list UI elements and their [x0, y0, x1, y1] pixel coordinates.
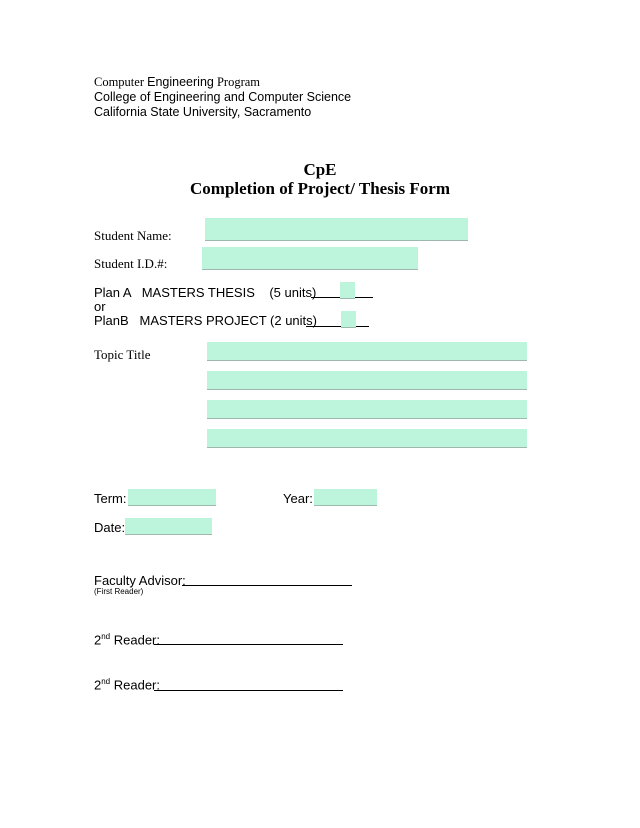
- date-label: Date:: [94, 520, 126, 535]
- year-label: Year:: [283, 491, 313, 506]
- topic-title-field-3[interactable]: [207, 400, 527, 419]
- program-line: [94, 75, 260, 90]
- topic-title-field-4[interactable]: [207, 429, 527, 448]
- topic-title-field-1[interactable]: [207, 342, 527, 361]
- student-name-label: Student Name:: [94, 228, 172, 243]
- second-reader-line-2[interactable]: [154, 690, 343, 691]
- student-name-field[interactable]: [205, 218, 468, 241]
- university-line: California State University, Sacramento: [94, 105, 312, 119]
- topic-title-field-2[interactable]: [207, 371, 527, 390]
- page-title: Completion of Project/ Thesis Form: [190, 179, 450, 198]
- reader-sup: nd: [101, 677, 111, 686]
- plan-a-label: Plan A MASTERS THESIS (5 units): [94, 285, 317, 300]
- plan-a-checkbox[interactable]: [340, 282, 355, 299]
- plan-b-line: [306, 326, 369, 327]
- term-field[interactable]: [128, 489, 216, 506]
- page-title-short: CpE: [303, 160, 337, 179]
- second-reader-label-1: [94, 632, 160, 647]
- program-prefix: Computer: [94, 75, 148, 89]
- reader-prefix: 2: [94, 632, 102, 648]
- or-label: or: [94, 299, 106, 314]
- reader-sup: nd: [101, 632, 111, 641]
- date-field[interactable]: [125, 518, 212, 535]
- faculty-advisor-label: Faculty Advisor:: [94, 573, 186, 588]
- second-reader-line-1[interactable]: [154, 644, 343, 645]
- student-id-field[interactable]: [202, 247, 418, 270]
- faculty-advisor-line[interactable]: [182, 585, 352, 586]
- reader-suffix: Reader:: [110, 677, 161, 693]
- year-field[interactable]: [314, 489, 377, 506]
- reader-prefix: 2: [94, 677, 102, 693]
- reader-suffix: Reader:: [110, 632, 161, 648]
- second-reader-label-2: [94, 677, 160, 692]
- college-line: College of Engineering and Computer Science: [94, 90, 352, 104]
- student-id-label: Student I.D.#:: [94, 256, 168, 271]
- program-suffix: Program: [213, 75, 261, 89]
- program-highlight: Engineering: [147, 75, 214, 89]
- plan-b-checkbox[interactable]: [341, 311, 356, 328]
- plan-b-label: PlanB MASTERS PROJECT (2 units): [94, 313, 317, 328]
- first-reader-label: (First Reader): [94, 587, 144, 596]
- term-label: Term:: [94, 491, 127, 506]
- topic-title-label: Topic Title: [94, 347, 151, 362]
